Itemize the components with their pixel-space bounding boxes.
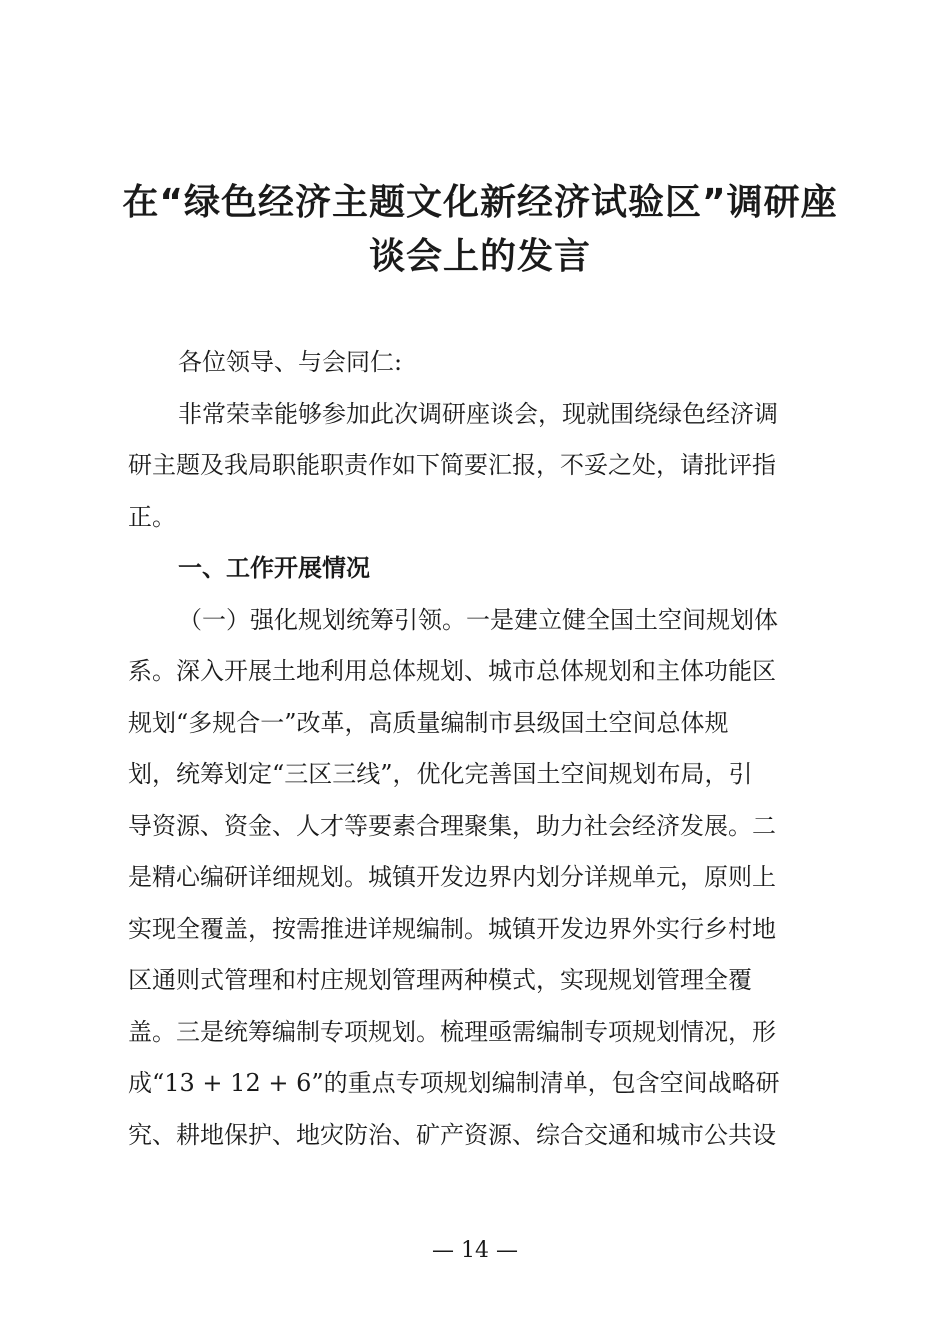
section-line-10: 成“13 + 12 + 6”的重点专项规划编制清单，包含空间战略研 xyxy=(128,1069,780,1097)
section-heading: 一、工作开展情况 xyxy=(178,554,370,582)
intro-line-1: 非常荣幸能够参加此次调研座谈会，现就围绕绿色经济调 xyxy=(178,399,778,428)
intro-line-2: 研主题及我局职能职责作如下简要汇报，不妥之处，请批评指 xyxy=(128,451,776,479)
title-line-1: 在“绿色经济主题文化新经济试验区”调研座 xyxy=(122,182,838,223)
intro-line-3: 正。 xyxy=(128,502,176,531)
section-line-6: 是精心编研详细规划。城镇开发边界内划分详规单元，原则上 xyxy=(128,863,776,891)
page-number: — 14 — xyxy=(432,1238,518,1263)
section-line-5: 导资源、资金、人才等要素合理聚集，助力社会经济发展。二 xyxy=(128,811,776,840)
document-title xyxy=(120,176,840,284)
section-line-7: 实现全覆盖，按需推进详规编制。城镇开发边界外实行乡村地 xyxy=(128,914,776,943)
document-body xyxy=(128,337,828,1161)
section-line-8: 区通则式管理和村庄规划管理两种模式，实现规划管理全覆 xyxy=(128,966,752,994)
title-line-2: 谈会上的发言 xyxy=(368,236,591,277)
section-line-4: 划，统筹划定“三区三线”，优化完善国土空间规划布局，引 xyxy=(128,760,753,788)
section-line-3: 规划“多规合一”改革，高质量编制市县级国土空间总体规 xyxy=(128,708,729,737)
salutation: 各位领导、与会同仁: xyxy=(178,348,403,376)
section-line-11: 究、耕地保护、地灾防治、矿产资源、综合交通和城市公共设 xyxy=(128,1120,776,1149)
section-line-1: （一）强化规划统筹引领。一是建立健全国土空间规划体 xyxy=(178,605,778,634)
section-line-2: 系。深入开展土地利用总体规划、城市总体规划和主体功能区 xyxy=(128,657,776,685)
section-line-9: 盖。三是统筹编制专项规划。梳理亟需编制专项规划情况，形 xyxy=(128,1017,776,1046)
